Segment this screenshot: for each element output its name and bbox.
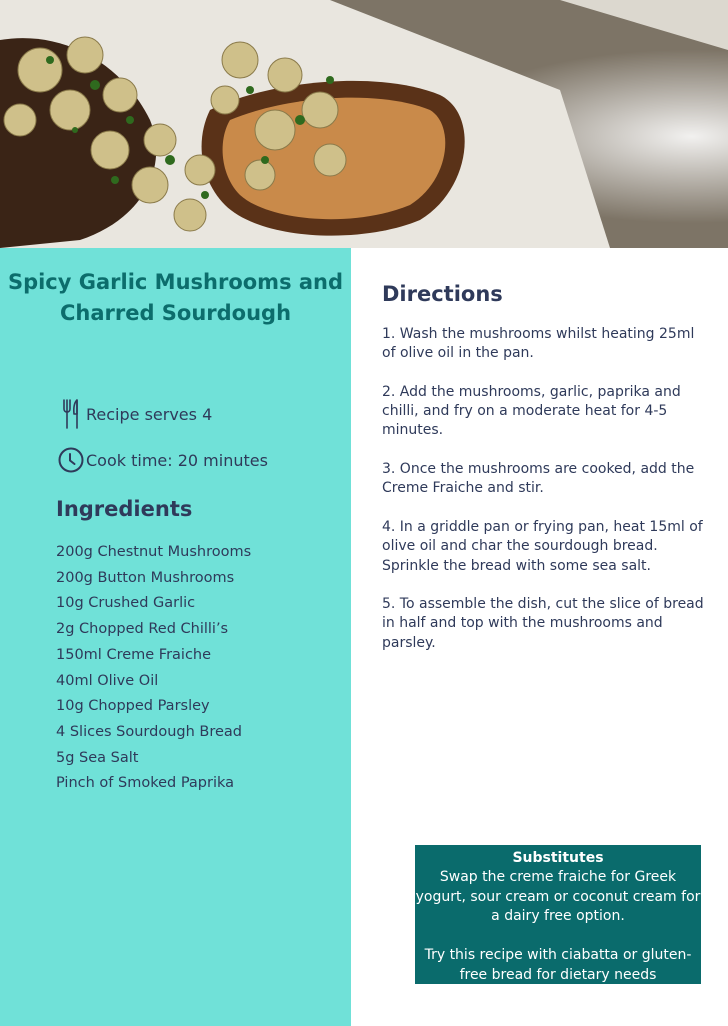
ingredient-item: 200g Chestnut Mushrooms [56, 544, 252, 560]
ingredient-item: 5g Sea Salt [56, 749, 139, 766]
substitutes-title: Substitutes [512, 850, 604, 866]
directions-heading: Directions [382, 282, 503, 306]
substitutes-text-1: Swap the creme fraiche for Greek yogurt, sour cream or coconut cream for a dairy free option. [415, 869, 701, 925]
ingredient-item: 40ml Olive Oil [56, 672, 159, 689]
clock-icon [58, 444, 84, 476]
ingredient-item: 200g Button Mushrooms [56, 569, 235, 586]
ingredient-item: Pinch of Smoked Paprika [56, 775, 235, 792]
ingredients-heading: Ingredients [56, 497, 193, 521]
direction-step: 3. Once the mushrooms are cooked, add the Creme Fraiche and stir. [382, 461, 695, 497]
dish-photo-illustration [0, 0, 728, 248]
direction-step: 1. Wash the mushrooms whilst heating 25ml of olive oil in the pan. [382, 326, 695, 362]
substitutes-text-2: Try this recipe with ciabatta or gluten-free bread for dietary needs [424, 947, 692, 983]
substitutes-box [415, 845, 701, 984]
ingredient-item: 150ml Creme Fraiche [56, 646, 212, 663]
direction-step: 2. Add the mushrooms, garlic, paprika and chilli, and fry on a moderate heat for 4-5 minutes. [382, 383, 681, 439]
recipe-title-line-2: Charred Sourdough [59, 301, 292, 325]
direction-step: 4. In a griddle pan or frying pan, heat 15ml of olive oil and char the sourdough bread. Sprinkle the bread with some sea salt. [382, 518, 703, 574]
cook-time-row [58, 444, 268, 476]
serves-text: Recipe serves 4 [86, 404, 213, 424]
ingredient-item: 2g Chopped Red Chilli’s [56, 621, 229, 638]
recipe-title-line-1: Spicy Garlic Mushrooms and [7, 270, 344, 294]
ingredients-list [56, 540, 251, 797]
recipe-title [0, 267, 351, 329]
ingredient-item: 10g Chopped Parsley [56, 698, 210, 715]
dish-photo [0, 0, 728, 248]
directions-list [382, 325, 704, 672]
serves-row [58, 398, 212, 430]
ingredient-item: 4 Slices Sourdough Bread [56, 723, 242, 740]
fork-knife-icon [58, 398, 84, 430]
direction-step: 5. To assemble the dish, cut the slice of bread in half and top with the mushrooms and parsley. [382, 596, 704, 651]
ingredient-item: 10g Crushed Garlic [56, 595, 196, 612]
cook-time-text: Cook time: 20 minutes [86, 450, 268, 470]
